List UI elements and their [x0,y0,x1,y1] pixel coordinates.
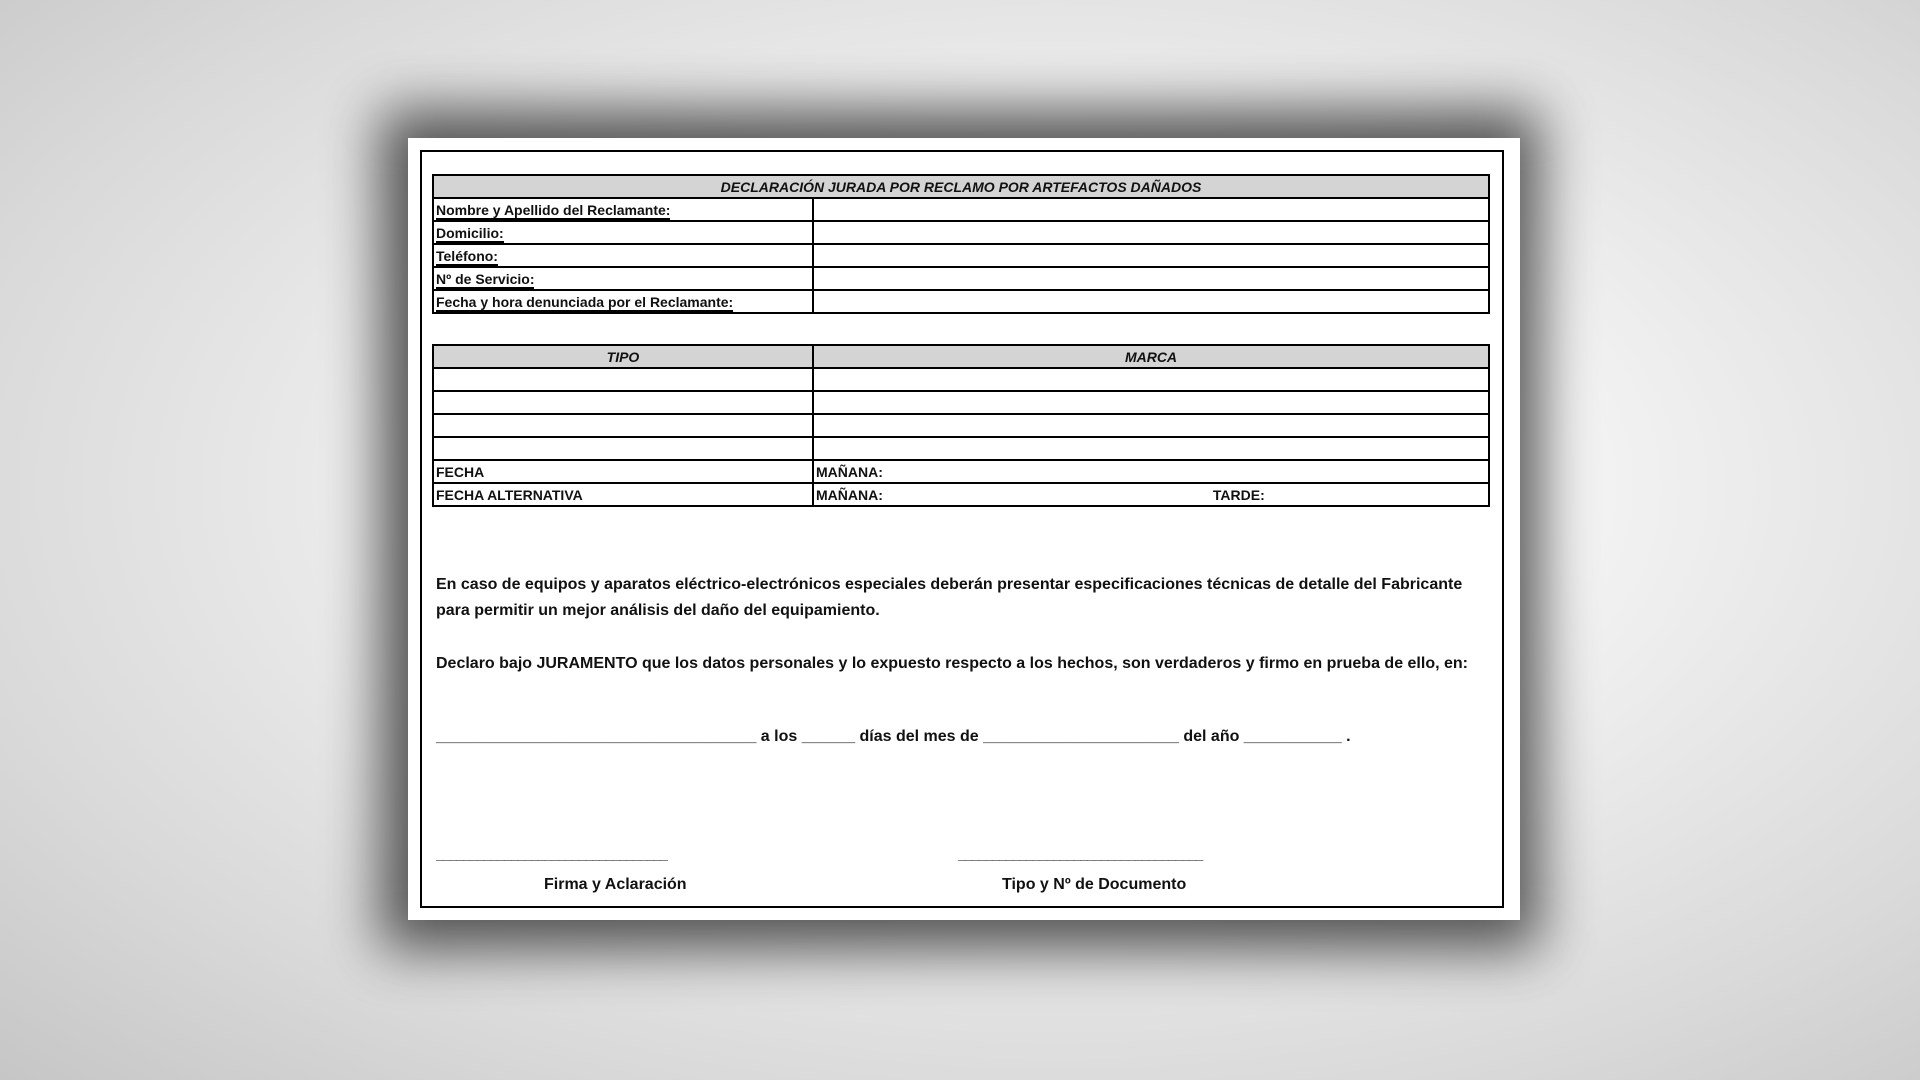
cell-marca[interactable] [813,391,1489,414]
table-row [433,267,1489,290]
signature-label: Firma y Aclaración [544,876,687,893]
field-value-name[interactable] [813,198,1489,221]
specifications-paragraph: En caso de equipos y aparatos eléctrico-electrónicos especiales deberán presentar especificaciones técnicas de detalle del Fabricante para permitir un mejor análisis del daño del equipamiento. [436,576,1463,619]
signature-line: __________________________________ [436,846,667,862]
table-row [433,244,1489,267]
table-row [433,290,1489,313]
field-label-address: Domicilio: [436,225,504,244]
cell-tipo[interactable] [433,414,813,437]
table-row [433,483,1489,506]
fecha-alternativa-label: FECHA ALTERNATIVA [433,483,813,506]
table-row [433,198,1489,221]
table-row [433,391,1489,414]
claimant-info-table [432,174,1490,314]
column-header-tipo: TIPO [433,345,813,368]
date-place-line: ____________________________________ a los ______ días del mes de ______________________ del año ___________ . [436,728,1351,745]
field-label-service-number: Nº de Servicio: [436,271,534,290]
fecha-alt-tarde-label: TARDE: [1212,486,1265,503]
fecha-label: FECHA [433,460,813,483]
field-label-phone: Teléfono: [436,248,498,267]
fecha-manana-label: MAÑANA: [813,460,1489,483]
document-page [408,138,1520,920]
table-row [433,437,1489,460]
form-title: DECLARACIÓN JURADA POR RECLAMO POR ARTEFACTOS DAÑADOS [433,175,1489,198]
field-label-name: Nombre y Apellido del Reclamante: [436,202,670,221]
field-value-phone[interactable] [813,244,1489,267]
appliance-table [432,344,1490,507]
table-row [433,414,1489,437]
document-line: ____________________________________ [958,846,1203,862]
cell-marca[interactable] [813,437,1489,460]
cell-tipo[interactable] [433,437,813,460]
field-label-reported-datetime: Fecha y hora denunciada por el Reclamante: [436,294,733,313]
cell-tipo[interactable] [433,368,813,391]
field-value-reported-datetime[interactable] [813,290,1489,313]
cell-tipo[interactable] [433,391,813,414]
table-row [433,221,1489,244]
document-label: Tipo y Nº de Documento [1002,876,1187,893]
cell-marca[interactable] [813,414,1489,437]
field-value-service-number[interactable] [813,267,1489,290]
fecha-alt-manana-label: MAÑANA: [816,486,883,503]
oath-paragraph: Declaro bajo JURAMENTO que los datos personales y lo expuesto respecto a los hechos, son verdaderos y firmo en prueba de ello, en: [436,655,1468,672]
table-row [433,460,1489,483]
table-row [433,368,1489,391]
cell-marca[interactable] [813,368,1489,391]
column-header-marca: MARCA [813,345,1489,368]
field-value-address[interactable] [813,221,1489,244]
